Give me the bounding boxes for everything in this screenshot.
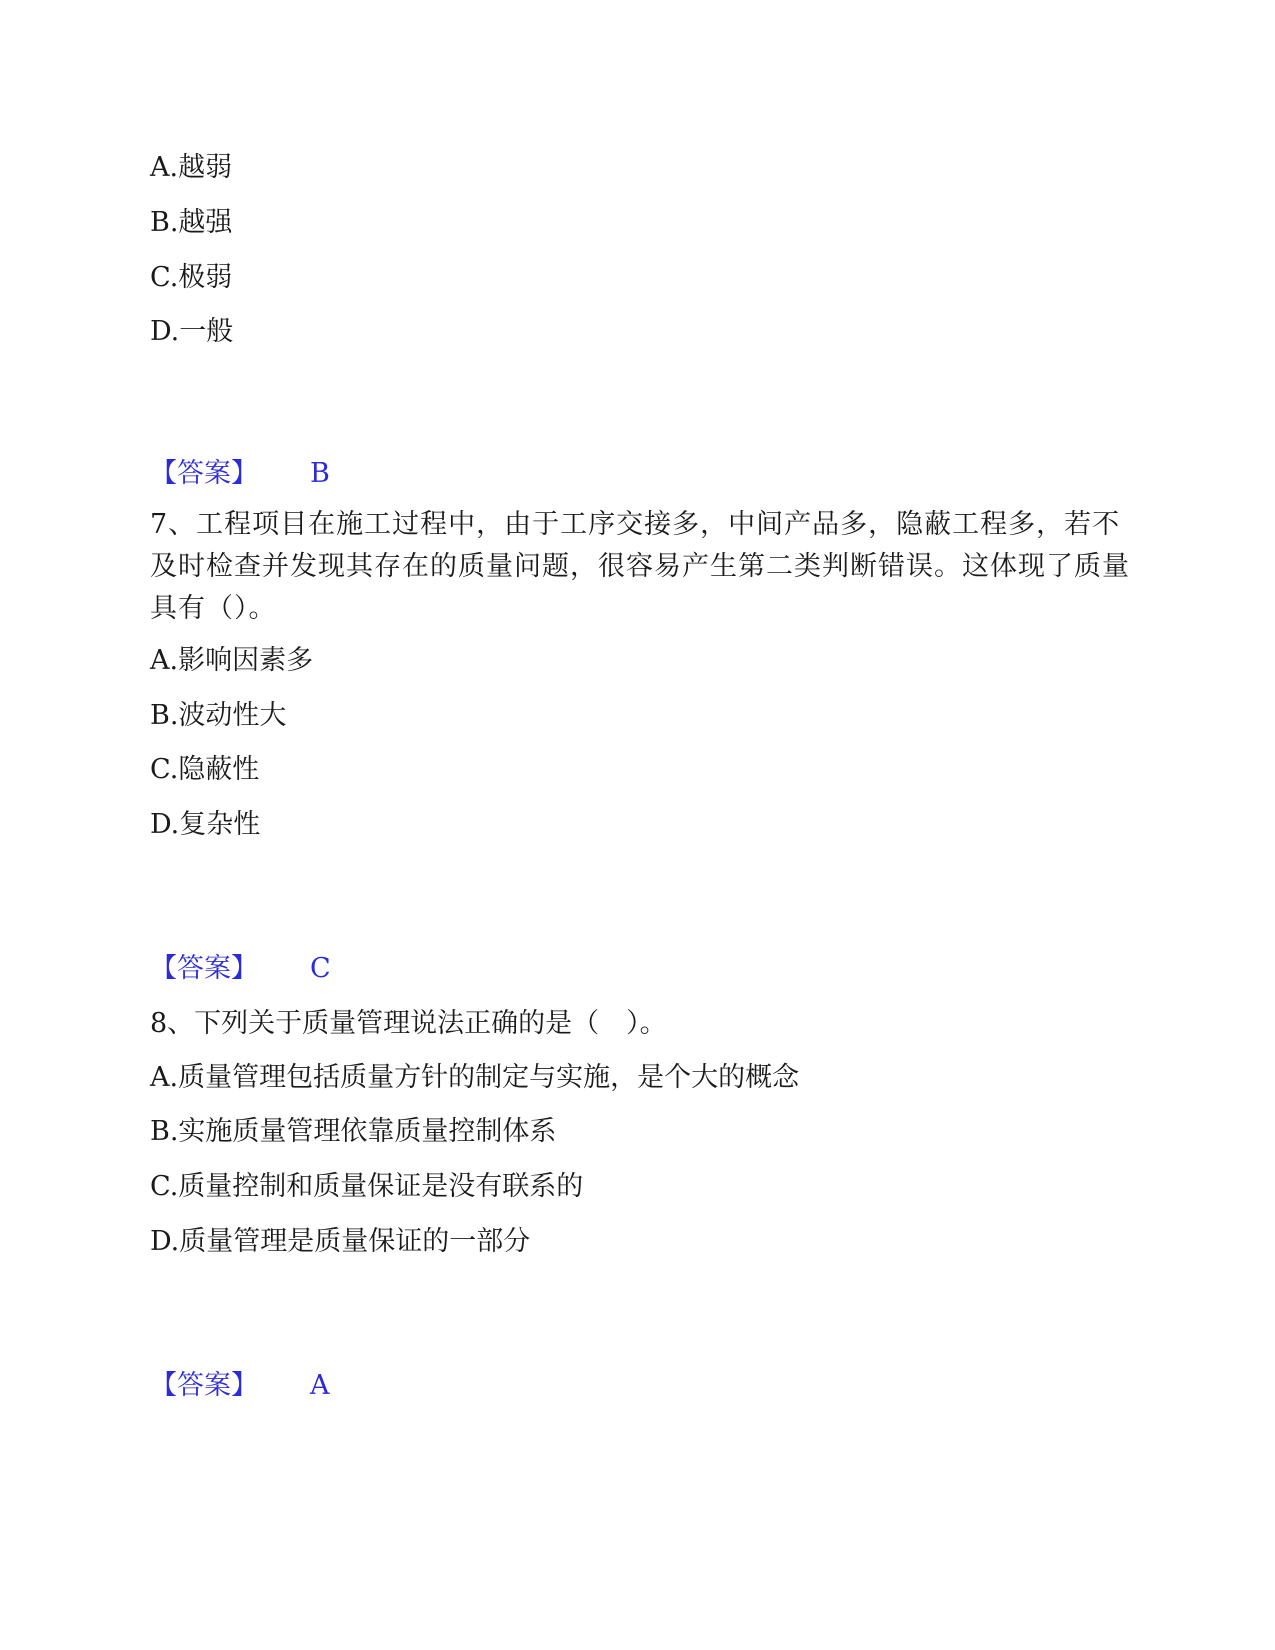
q7-answer	[150, 951, 331, 987]
q7-option-b: B.波动性大	[150, 700, 287, 731]
q6-option-c: C.极弱	[150, 262, 233, 293]
answer-label: 【答案】	[150, 1370, 258, 1401]
answer-value: C	[310, 953, 331, 984]
q6-option-a: A.越弱	[150, 152, 233, 183]
q8-answer	[150, 1368, 330, 1404]
q8-option-d: D.质量管理是质量保证的一部分	[150, 1226, 531, 1257]
answer-label: 【答案】	[150, 458, 258, 489]
q7-stem: 7、工程项目在施工过程中，由于工序交接多，中间产品多，隐蔽工程多，若不及时检查并发现其存在的质量问题，很容易产生第二类判断错误。这体现了质量具有（）。	[150, 509, 1130, 624]
answer-label: 【答案】	[150, 953, 258, 984]
answer-value: B	[310, 458, 330, 489]
q8-stem: 8、下列关于质量管理说法正确的是（ ）。	[150, 1008, 667, 1039]
q6-option-b: B.越强	[150, 207, 233, 238]
q7-option-d: D.复杂性	[150, 809, 261, 840]
q8-option-b: B.实施质量管理依靠质量控制体系	[150, 1116, 557, 1147]
q6-answer	[150, 456, 330, 492]
q8-option-a: A.质量管理包括质量方针的制定与实施，是个大的概念	[150, 1062, 800, 1093]
answer-value: A	[310, 1370, 330, 1401]
q8-option-c: C.质量控制和质量保证是没有联系的	[150, 1171, 584, 1202]
q7-option-a: A.影响因素多	[150, 645, 314, 676]
q7-option-c: C.隐蔽性	[150, 754, 260, 785]
q6-option-d: D.一般	[150, 316, 234, 347]
